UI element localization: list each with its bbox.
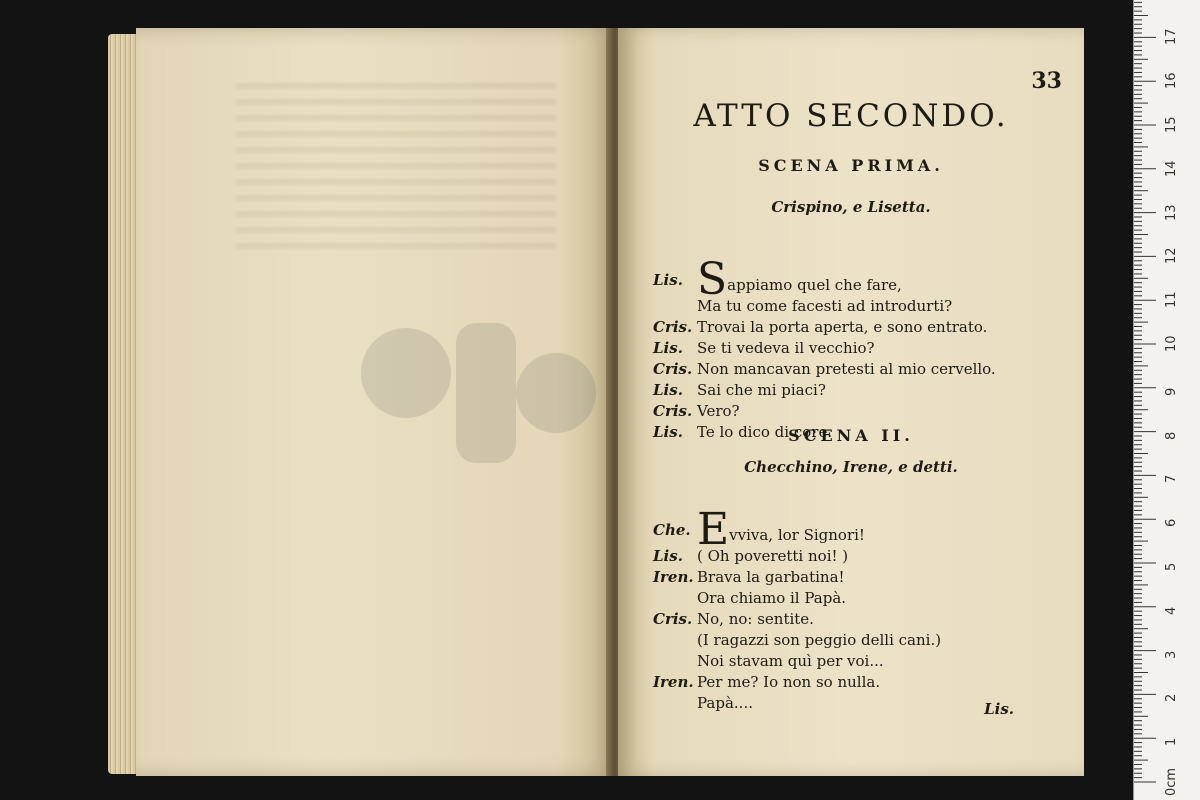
ruler-number: 11 bbox=[1164, 291, 1179, 309]
speech-body: Brava la garbatina! bbox=[697, 568, 845, 586]
dialogue-line bbox=[653, 651, 1063, 672]
ruler-number: 10 bbox=[1164, 335, 1179, 352]
speaker-label: Cris. bbox=[653, 610, 693, 628]
bleed-through-text bbox=[236, 83, 556, 253]
ruler-number: 13 bbox=[1164, 204, 1179, 221]
speaker-label: Cris. bbox=[653, 402, 693, 420]
ruler-number: 12 bbox=[1164, 247, 1179, 265]
dialogue-line bbox=[653, 296, 1063, 317]
speaker-label: Lis. bbox=[653, 423, 683, 441]
dialogue-line bbox=[653, 672, 1063, 693]
speech-text bbox=[697, 254, 902, 305]
ruler-number: 3 bbox=[1164, 650, 1179, 659]
speech-text bbox=[697, 359, 996, 380]
speech-text bbox=[697, 651, 884, 672]
speaker-label: Iren. bbox=[653, 568, 694, 586]
ruler-number: 4 bbox=[1164, 606, 1179, 615]
ruler-number: 14 bbox=[1164, 160, 1179, 177]
speech-body: ( Oh poveretti noi! ) bbox=[697, 547, 849, 565]
speaker-label: Lis. bbox=[653, 271, 683, 289]
scene-cast: Checchino, Irene, e detti. bbox=[744, 458, 958, 476]
dialogue-line bbox=[653, 359, 1063, 380]
speaker-label bbox=[653, 630, 697, 651]
speech-body: Sai che mi piaci? bbox=[697, 381, 826, 399]
speech-text bbox=[697, 338, 875, 359]
speech-body: Noi stavam quì per voi... bbox=[697, 652, 884, 670]
dialogue-block bbox=[653, 254, 1063, 443]
speaker-label: Iren. bbox=[653, 673, 694, 691]
dialogue-line bbox=[653, 567, 1063, 588]
speaker-label: Lis. bbox=[653, 547, 683, 565]
speech-text bbox=[697, 296, 952, 317]
dialogue-line bbox=[653, 630, 1063, 651]
ruler-number: 8 bbox=[1164, 431, 1179, 440]
speech-body: Te lo dico di core. bbox=[697, 423, 833, 441]
speech-body: vviva, lor Signori! bbox=[729, 526, 865, 544]
catchword: Lis. bbox=[984, 700, 1014, 718]
dialogue-line bbox=[653, 254, 1063, 305]
speech-body: No, no: sentite. bbox=[697, 610, 814, 628]
speaker-label: Cris. bbox=[653, 360, 693, 378]
dialogue-line bbox=[653, 317, 1063, 338]
dialogue-block bbox=[653, 504, 1063, 714]
speech-body: appiamo quel che fare, bbox=[727, 276, 902, 294]
drop-cap: E bbox=[697, 504, 730, 555]
dialogue-line bbox=[653, 338, 1063, 359]
ruler-number: 5 bbox=[1164, 562, 1179, 571]
speech-text bbox=[697, 504, 865, 555]
speaker-label bbox=[653, 651, 697, 672]
ruler-number: 6 bbox=[1164, 518, 1179, 528]
speech-body: Non mancavan pretesti al mio cervello. bbox=[697, 360, 996, 378]
dialogue-line bbox=[653, 504, 1063, 555]
ruler-number: 2 bbox=[1164, 694, 1179, 703]
ruler-number: 15 bbox=[1164, 116, 1179, 133]
speech-text bbox=[697, 609, 814, 630]
speaker-label: Lis. bbox=[653, 339, 683, 357]
speech-body: Ma tu come facesti ad introdurti? bbox=[697, 297, 953, 315]
speaker-label bbox=[653, 296, 697, 317]
speech-text bbox=[697, 317, 987, 338]
speech-text bbox=[697, 672, 880, 693]
measurement-ruler bbox=[1133, 0, 1200, 800]
speech-body: Papà.... bbox=[697, 694, 753, 712]
drop-cap: S bbox=[697, 254, 728, 305]
dialogue-line bbox=[653, 380, 1063, 401]
ruler-number: 16 bbox=[1164, 72, 1179, 90]
speech-text bbox=[697, 693, 753, 714]
speech-text bbox=[697, 567, 845, 588]
scene-title: SCENA II. bbox=[788, 426, 914, 445]
speaker-label: Lis. bbox=[653, 381, 683, 399]
ruler-number: 1 bbox=[1164, 737, 1179, 747]
speech-body: Per me? Io non so nulla. bbox=[697, 673, 881, 691]
dialogue-line bbox=[653, 609, 1063, 630]
speech-body: Vero? bbox=[697, 402, 740, 420]
library-watermark-icon bbox=[346, 293, 606, 493]
speech-text bbox=[697, 546, 848, 567]
speech-body: Se ti vedeva il vecchio? bbox=[697, 339, 875, 357]
speaker-label bbox=[653, 693, 697, 714]
dialogue-line bbox=[653, 401, 1063, 422]
speech-text bbox=[697, 401, 740, 422]
speech-body: (I ragazzi son peggio delli cani.) bbox=[697, 631, 942, 649]
speech-text bbox=[697, 630, 941, 651]
ruler-number: 9 bbox=[1164, 387, 1179, 396]
speech-text bbox=[697, 380, 826, 401]
dialogue-line bbox=[653, 546, 1063, 567]
left-page bbox=[136, 28, 614, 776]
dialogue-line bbox=[653, 588, 1063, 609]
ruler-number: 7 bbox=[1164, 475, 1179, 484]
scene-cast: Crispino, e Lisetta. bbox=[771, 198, 931, 216]
act-title: ATTO SECONDO. bbox=[693, 98, 1009, 134]
ruler-unit: 0cm bbox=[1164, 767, 1179, 796]
speaker-label: Che. bbox=[653, 521, 691, 539]
open-book bbox=[108, 28, 1088, 778]
ruler-number: 17 bbox=[1164, 28, 1179, 46]
scene-title: SCENA PRIMA. bbox=[758, 156, 944, 175]
speaker-label: Cris. bbox=[653, 318, 693, 336]
speech-body: Trovai la porta aperta, e sono entrato. bbox=[697, 318, 988, 336]
speech-body: Ora chiamo il Papà. bbox=[697, 589, 847, 607]
right-page bbox=[618, 28, 1084, 776]
page-number: 33 bbox=[1031, 68, 1062, 94]
speech-text bbox=[697, 588, 846, 609]
speaker-label bbox=[653, 588, 697, 609]
